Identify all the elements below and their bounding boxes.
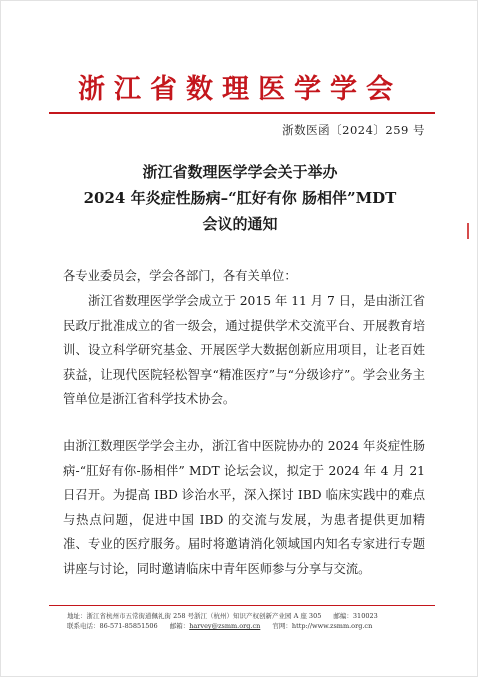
salutation: 各专业委员会，学会各部门，各有关单位： xyxy=(63,269,297,283)
title-line-2: 2024 年炎症性肠病–“肛好有你 肠相伴”MDT xyxy=(83,189,397,207)
paragraph-meeting: 由浙江数理医学学会主办，浙江省中医院协办的 2024 年炎症性肠病-“肛好有你-肠相伴” MDT 论坛会议，拟定于 2024 年 4 月 21 日召开。为提高 IBD 诊治水平，深入探讨 IBD 临床实践中的难点与热点问题，促进中国 IBD 的交流与发展，为患者提供更加精准、专业的医疗服务。届时将邀请消化领域国内知名专家进行专题讲座与讨论，同时邀请临床中青年医师参与分享与交流。 xyxy=(63,439,425,576)
footer-phone: 联系电话：86-571-85851506 xyxy=(67,622,158,630)
footer-line-1 xyxy=(67,611,388,620)
paragraph-intro: 浙江省数理医学学会成立于 2015 年 11 月 7 日，是由浙江省民政厅批准成立的省一级会，通过提供学术交流平台、开展教育培训、设立科学研究基金、开展医学大数据创新应用项目，让老百姓获益，让现代医院轻松智享“精准医疗”与“分级诊疗”。学会业务主管单位是浙江省科学技术协会。 xyxy=(63,294,425,407)
footer-email-label: 邮箱： xyxy=(169,622,190,630)
letterhead-red-rule xyxy=(49,112,435,114)
footer-postcode: 邮编：310023 xyxy=(333,612,378,620)
letterhead-org-name: 浙江省数理医学学会 xyxy=(78,74,402,105)
footer-email-group xyxy=(170,622,261,630)
margin-mark xyxy=(467,223,469,239)
footer-address: 地址：浙江省杭州市五常街道佩礼街 258 号浙江（杭州）知识产权创新产业园 A 座 305 xyxy=(67,612,322,620)
title-line-3: 会议的通知 xyxy=(202,215,278,233)
footer-website[interactable]: 官网：http://www.zsmm.org.cn xyxy=(272,622,373,630)
footer-email-link[interactable]: harvey@zsmm.org.cn xyxy=(189,622,261,630)
document-number: 浙数医函〔2024〕259 号 xyxy=(282,123,425,137)
title-line-1: 浙江省数理医学学会关于举办 xyxy=(142,163,338,181)
footer-red-rule xyxy=(49,605,435,606)
footer-line-2 xyxy=(67,621,382,630)
